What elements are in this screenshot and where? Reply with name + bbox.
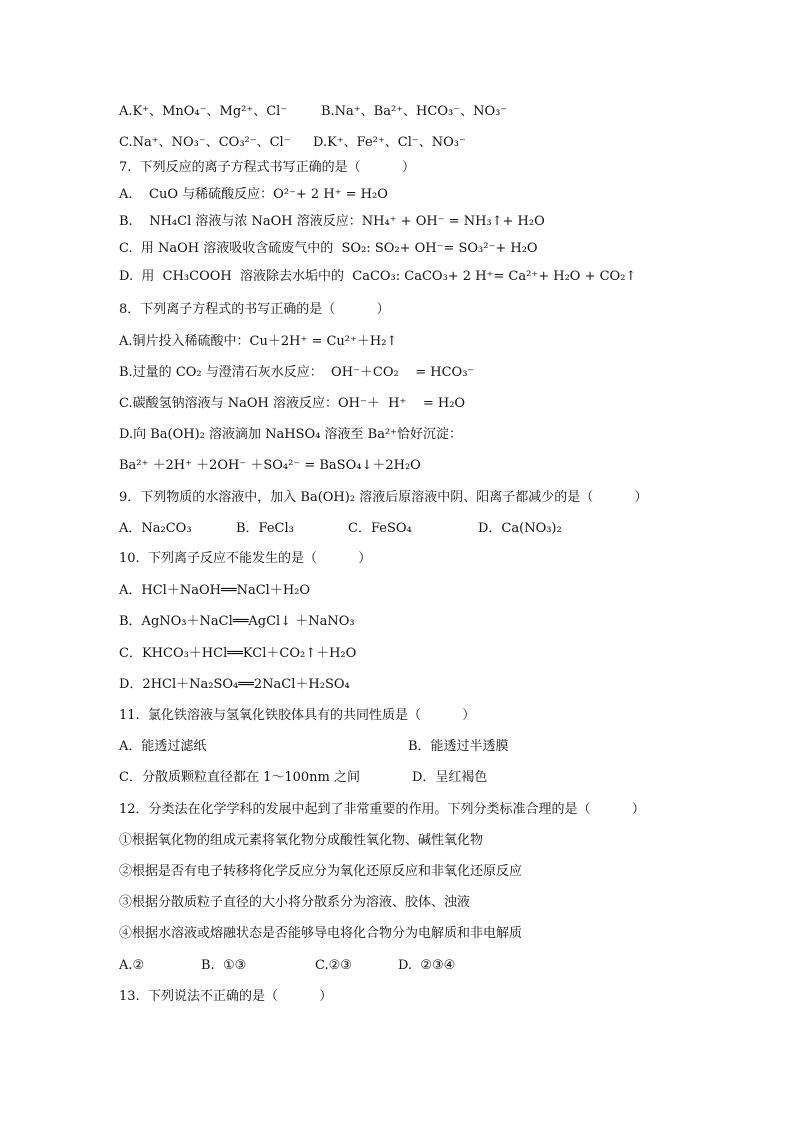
q11-option-a: A．能透过滤纸 <box>119 739 207 754</box>
q6-option-c: C.Na⁺、NO₃⁻、CO₃²⁻、Cl⁻ <box>119 135 291 150</box>
q8-option-d: D.向 Ba(OH)₂ 溶液滴加 NaHSO₄ 溶液至 Ba²⁺恰好沉淀： <box>119 427 463 442</box>
q12-statement-4: ④根据水溶液或熔融状态是否能够导电将化合物分为电解质和非电解质 <box>119 926 523 941</box>
q10-stem: 10. 下列离子反应不能发生的是（ ） <box>119 551 372 566</box>
q8-option-a: A.铜片投入稀硫酸中：Cu＋2H⁺ = Cu²⁺＋H₂↑ <box>119 334 398 349</box>
q10-option-c: C．KHCO₃＋HCl══KCl＋CO₂↑＋H₂O <box>119 646 357 661</box>
q9-option-a: A．Na₂CO₃ <box>119 521 192 536</box>
q10-option-d: D．2HCl＋Na₂SO₄══2NaCl＋H₂SO₄ <box>119 677 350 692</box>
q8-stem: 8．下列离子方程式的书写正确的是（ ） <box>119 302 390 317</box>
q11-option-c: C．分散质颗粒直径都在 1～100nm 之间 <box>119 770 360 785</box>
q6-option-a: A.K⁺、MnO₄⁻、Mg²⁺、Cl⁻ <box>119 104 288 119</box>
q7-option-c: C. 用 NaOH 溶液吸收含硫废气中的 SO₂: SO₂+ OH⁻= SO₃²⁻+ H₂O <box>119 241 538 256</box>
q6-option-d: D.K⁺、Fe²⁺、Cl⁻、NO₃⁻ <box>313 135 466 150</box>
q7-option-b: B. NH₄Cl 溶液与浓 NaOH 溶液反应：NH₄⁺ + OH⁻ = NH₃↑+ H₂O <box>119 214 545 229</box>
q12-option-b: B. ①③ <box>201 958 247 973</box>
q6-option-b: B.Na⁺、Ba²⁺、HCO₃⁻、NO₃⁻ <box>321 104 508 119</box>
q8-option-d-equation: Ba²⁺ ＋2H⁺ ＋2OH⁻ ＋SO₄²⁻ = BaSO₄↓＋2H₂O <box>119 458 421 473</box>
q7-stem: 7. 下列反应的离子方程式书写正确的是（ ） <box>119 160 415 175</box>
q8-option-c: C.碳酸氢钠溶液与 NaOH 溶液反应：OH⁻＋ H⁺ = H₂O <box>119 396 466 411</box>
q8-option-b: B.过量的 CO₂ 与澄清石灰水反应： OH⁻＋CO₂ = HCO₃⁻ <box>119 365 475 380</box>
q12-option-a: A.② <box>119 958 145 973</box>
q12-statement-1: ①根据氧化物的组成元素将氧化物分成酸性氧化物、碱性氧化物 <box>119 833 484 848</box>
q11-stem: 11. 氯化铁溶液与氢氧化铁胶体具有的共同性质是（ ） <box>119 708 476 723</box>
q9-option-b: B．FeCl₃ <box>236 521 294 536</box>
q10-option-a: A．HCl＋NaOH══NaCl＋H₂O <box>119 583 311 598</box>
q10-option-b: B．AgNO₃＋NaCl══AgCl↓ ＋NaNO₃ <box>119 614 355 629</box>
q9-option-d: D．Ca(NO₃)₂ <box>478 521 562 536</box>
q7-option-a: A. CuO 与稀硫酸反应：O²⁻+ 2 H⁺ = H₂O <box>119 187 388 202</box>
q12-statement-2: ②根据是否有电子转移将化学反应分为氧化还原反应和非氧化还原反应 <box>119 864 523 879</box>
q7-option-d: D. 用 CH₃COOH 溶液除去水垢中的 CaCO₃: CaCO₃+ 2 H⁺= Ca²⁺+ H₂O + CO₂↑ <box>119 269 637 284</box>
q12-option-d: D. ②③④ <box>398 958 456 973</box>
q12-option-c: C.②③ <box>315 958 352 973</box>
q9-option-c: C．FeSO₄ <box>348 521 412 536</box>
q12-stem: 12．分类法在化学学科的发展中起到了非常重要的作用。下列分类标准合理的是（ ） <box>119 802 645 817</box>
q13-stem: 13. 下列说法不正确的是（ ） <box>119 989 333 1004</box>
q9-stem: 9．下列物质的水溶液中，加入 Ba(OH)₂ 溶液后原溶液中阴、阳离子都减少的是（ ） <box>119 490 648 505</box>
q11-option-d: D．呈红褐色 <box>412 770 488 785</box>
q12-statement-3: ③根据分散质粒子直径的大小将分散系分为溶液、胶体、浊液 <box>119 895 471 910</box>
q11-option-b: B．能透过半透膜 <box>408 739 509 754</box>
